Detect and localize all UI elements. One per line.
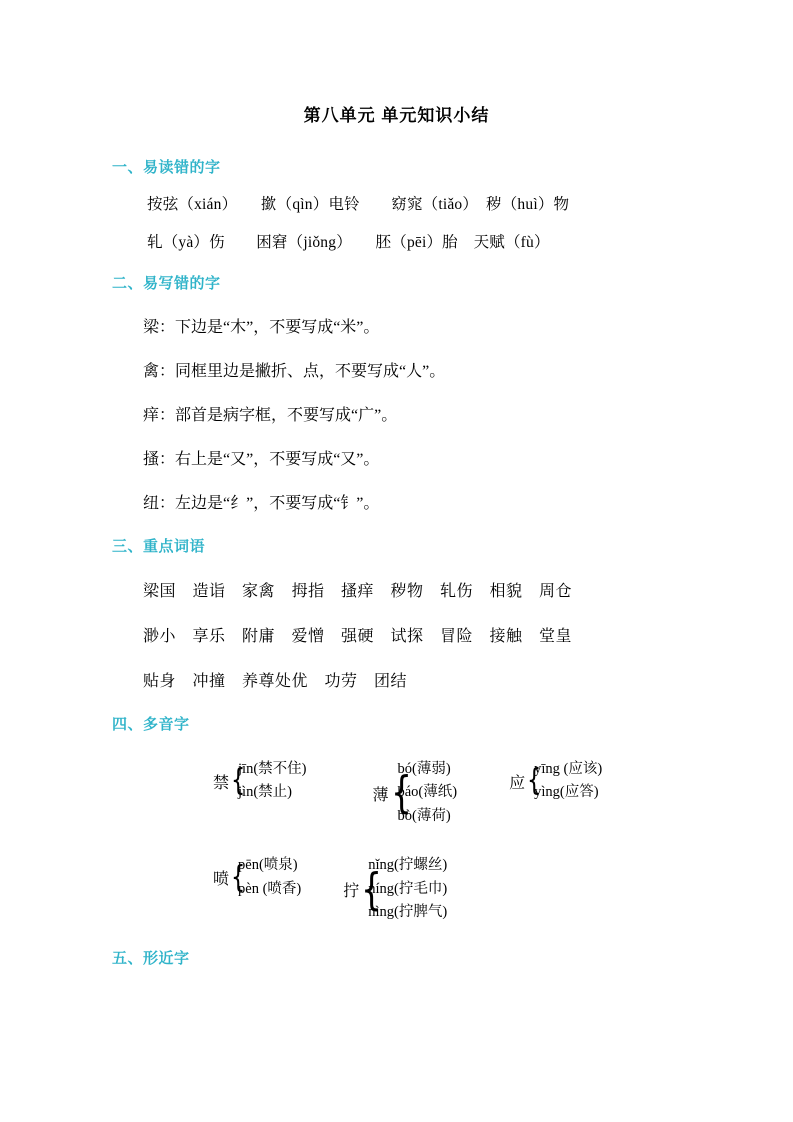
section-1-line-2: 轧（yà）伤 困窘（jiǒng） 胚（pēi）胎 天赋（fù） <box>147 233 550 251</box>
reading: jìn(禁止) <box>238 784 292 801</box>
section-heading-2: 二、易写错的字 <box>112 275 221 292</box>
section-2-line-1: 梁：下边是“木”，不要写成“米”。 <box>143 319 380 336</box>
polyphone-char: 禁 <box>213 774 230 792</box>
reading: bó(薄弱) <box>397 761 451 777</box>
polyphone-char: 薄 <box>372 786 389 804</box>
section-heading-3: 三、重点词语 <box>112 538 206 555</box>
reading: nǐng(拧螺丝) <box>368 857 448 874</box>
reading: yìng(应答) <box>534 784 599 801</box>
page-title: 第八单元 单元知识小结 <box>303 106 490 125</box>
section-2-line-5: 纽：左边是“纟”，不要写成“钅”。 <box>143 495 380 512</box>
polyphone-readings <box>238 758 306 805</box>
section-2-line-3: 痒：部首是病字框，不要写成“广”。 <box>143 407 398 424</box>
polyphone-readings <box>534 758 602 805</box>
polyphone-table <box>75 734 718 925</box>
section-2-line-4: 搔：右上是“又”，不要写成“又”。 <box>143 451 380 468</box>
brace-icon: { <box>527 763 542 799</box>
reading: jīn(禁不住) <box>238 761 307 777</box>
section-3-line-2: 渺小 享乐 附庸 爱憎 强硬 试探 冒险 接触 堂皇 <box>143 628 573 645</box>
reading: níng(拧毛巾) <box>368 880 448 897</box>
brace-icon: { <box>390 767 412 819</box>
polyphone-readings <box>238 854 301 901</box>
section-3-line-3: 贴身 冲撞 养尊处优 功劳 团结 <box>143 673 408 690</box>
polyphone-group-jin <box>213 758 306 805</box>
polyphone-char: 拧 <box>343 883 360 901</box>
polyphone-group-ying <box>509 758 602 805</box>
reading: nìng(拧脾气) <box>368 904 448 921</box>
polyphone-row-2 <box>143 828 718 924</box>
polyphone-row-1 <box>143 734 718 828</box>
section-heading-4: 四、多音字 <box>112 716 190 733</box>
section-heading-1: 一、易读错的字 <box>112 159 221 176</box>
reading: báo(薄纸) <box>397 784 458 801</box>
brace-icon: { <box>231 763 246 799</box>
polyphone-group-ning <box>343 854 447 924</box>
reading: bò(薄荷) <box>397 807 451 824</box>
polyphone-group-bo <box>372 758 457 828</box>
polyphone-char: 应 <box>509 774 526 792</box>
reading: pēn(喷泉) <box>238 857 298 874</box>
brace-icon: { <box>361 863 383 915</box>
reading: yīng (应该) <box>534 761 603 777</box>
brace-icon: { <box>231 859 246 895</box>
section-1-line-1: 按弦（xián） 撳（qìn）电铃 窈窕（tiǎo） 秽（huì）物 <box>147 196 570 213</box>
section-2-line-2: 禽：同框里边是撇折、点，不要写成“人”。 <box>143 363 446 380</box>
reading: pèn (喷香) <box>238 880 302 897</box>
section-heading-5: 五、形近字 <box>112 949 190 967</box>
section-3-line-1: 梁国 造诣 家禽 拇指 搔痒 秽物 轧伤 相貌 周仓 <box>143 583 573 600</box>
polyphone-group-pen <box>213 854 301 901</box>
polyphone-char: 喷 <box>213 871 230 889</box>
